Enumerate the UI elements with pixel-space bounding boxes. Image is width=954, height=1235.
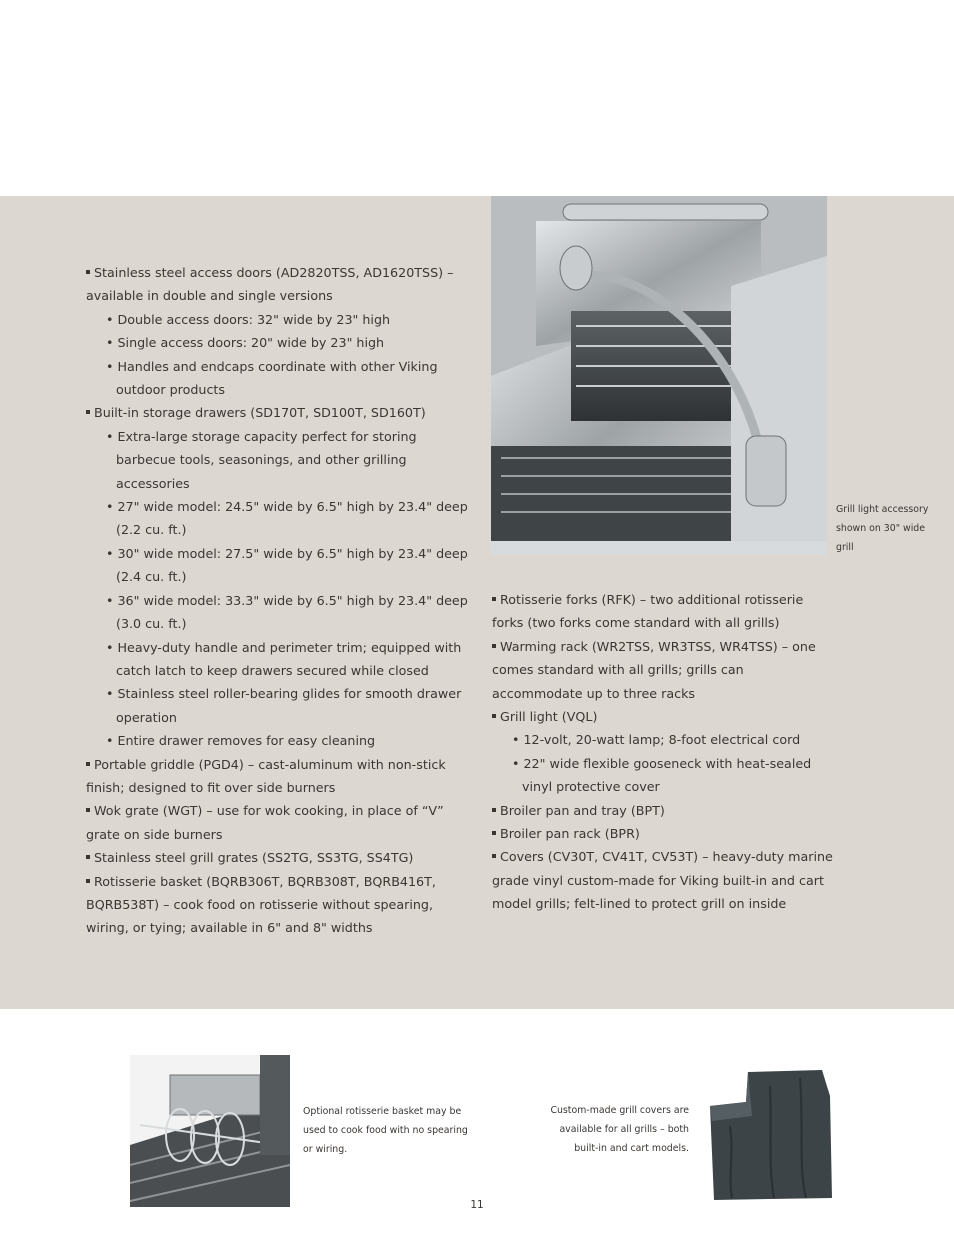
bullet-icon: •: [106, 428, 114, 444]
square-bullet-icon: [86, 808, 90, 812]
accessory-item-text: Built-in storage drawers (SD170T, SD100T, SD160T): [94, 405, 426, 421]
accessory-sub-item: [86, 636, 476, 683]
accessory-item: [492, 588, 837, 635]
bullet-icon: •: [512, 732, 520, 748]
accessory-sub-item: [492, 752, 837, 799]
bullet-icon: •: [106, 639, 114, 655]
bullet-icon: •: [106, 499, 114, 515]
grill-light-photo: [491, 196, 827, 555]
square-bullet-icon: [492, 644, 496, 648]
accessory-sub-item-text: 30" wide model: 27.5" wide by 6.5" high by 23.4" deep (2.4 cu. ft.): [116, 545, 468, 585]
accessory-item-text: Stainless steel access doors (AD2820TSS, AD1620TSS) – available in double and single versions: [86, 265, 454, 304]
accessory-sub-item: [86, 355, 476, 402]
accessory-item: [86, 753, 476, 800]
square-bullet-icon: [86, 410, 90, 414]
accessory-item: [492, 635, 837, 705]
grill-cover-photo: [700, 1066, 840, 1206]
square-bullet-icon: [86, 270, 90, 274]
accessory-sub-item-text: 22" wide flexible gooseneck with heat-sealed vinyl protective cover: [522, 755, 812, 795]
accessory-item-text: Covers (CV30T, CV41T, CV53T) – heavy-duty marine grade vinyl custom-made for Viking built-in and cart model grills; felt-lined to protect grill on inside: [492, 849, 833, 912]
accessory-item-text: Broiler pan rack (BPR): [500, 826, 640, 842]
accessory-item: [492, 845, 837, 915]
square-bullet-icon: [492, 831, 496, 835]
accessory-item: [86, 846, 476, 869]
accessory-sub-item: [492, 728, 837, 751]
accessory-sub-item-text: Entire drawer removes for easy cleaning: [117, 733, 376, 749]
square-bullet-icon: [86, 879, 90, 883]
square-bullet-icon: [492, 808, 496, 812]
accessory-item: [492, 799, 837, 822]
accessory-item-text: Portable griddle (PGD4) – cast-aluminum with non-stick finish; designed to fit over side burners: [86, 756, 446, 795]
square-bullet-icon: [492, 854, 496, 858]
cover-caption: Custom-made grill covers are available for all grills – both built-in and cart models.: [550, 1105, 689, 1154]
bullet-icon: •: [106, 733, 114, 749]
accessory-sub-item-text: 27" wide model: 24.5" wide by 6.5" high by 23.4" deep (2.2 cu. ft.): [116, 499, 468, 538]
square-bullet-icon: [492, 714, 496, 718]
grill-light-caption: Grill light accessory shown on 30" wide grill: [836, 504, 929, 553]
bullet-icon: •: [106, 686, 114, 702]
accessory-item-text: Warming rack (WR2TSS, WR3TSS, WR4TSS) – one comes standard with all grills; grills can accommodate up to three racks: [492, 638, 816, 701]
bullet-icon: •: [106, 311, 114, 327]
accessory-sub-item: [86, 331, 476, 354]
accessory-sub-item: [86, 682, 476, 729]
accessory-item-text: Rotisserie forks (RFK) – two additional rotisserie forks (two forks come standard with all grills): [492, 592, 804, 631]
square-bullet-icon: [86, 762, 90, 766]
accessory-sub-item: [86, 589, 476, 636]
accessory-item: [86, 870, 476, 940]
accessory-sub-item-text: Extra-large storage capacity perfect for storing barbecue tools, seasonings, and other grilling accessories: [116, 428, 417, 491]
accessory-item-text: Rotisserie basket (BQRB306T, BQRB308T, BQRB416T, BQRB538T) – cook food on rotisserie without spearing, wiring, or tying; available in 6" and 8" widths: [86, 873, 436, 936]
accessory-sub-item-text: Handles and endcaps coordinate with other Viking outdoor products: [116, 358, 438, 398]
accessory-item: [86, 401, 476, 424]
bullet-icon: •: [512, 755, 520, 771]
accessory-item: [86, 261, 476, 308]
square-bullet-icon: [86, 855, 90, 859]
bullet-icon: •: [106, 545, 114, 561]
accessory-sub-item: [86, 308, 476, 331]
accessory-item: [492, 705, 837, 728]
bullet-icon: •: [106, 335, 114, 351]
accessory-sub-item: [86, 425, 476, 495]
accessory-sub-item-text: Heavy-duty handle and perimeter trim; equipped with catch latch to keep drawers secured while closed: [116, 639, 462, 678]
bullet-icon: •: [106, 592, 114, 608]
page-number: 11: [470, 1199, 484, 1211]
accessory-sub-item-text: Double access doors: 32" wide by 23" high: [117, 311, 391, 327]
accessory-sub-item-text: Stainless steel roller-bearing glides for smooth drawer operation: [116, 686, 462, 725]
accessory-item-text: Grill light (VQL): [500, 709, 598, 725]
rotisserie-basket-photo: [130, 1055, 290, 1207]
square-bullet-icon: [492, 597, 496, 601]
accessory-sub-item: [86, 495, 476, 542]
accessory-sub-item-text: 36" wide model: 33.3" wide by 6.5" high by 23.4" deep (3.0 cu. ft.): [116, 592, 468, 632]
bullet-icon: •: [106, 358, 114, 374]
accessory-item: [492, 822, 837, 845]
accessory-item-text: Stainless steel grill grates (SS2TG, SS3TG, SS4TG): [94, 850, 414, 866]
accessories-list-left: [86, 261, 476, 940]
accessories-list-right: [492, 588, 837, 916]
accessory-item-text: Wok grate (WGT) – use for wok cooking, in place of “V” grate on side burners: [86, 803, 444, 842]
accessory-item: [86, 799, 476, 846]
basket-caption: Optional rotisserie basket may be used to cook food with no spearing or wiring.: [303, 1106, 468, 1155]
accessory-item-text: Broiler pan and tray (BPT): [500, 802, 665, 818]
accessory-sub-item-text: Single access doors: 20" wide by 23" high: [117, 335, 385, 351]
accessory-sub-item-text: 12-volt, 20-watt lamp; 8-foot electrical cord: [523, 732, 801, 748]
accessory-sub-item: [86, 542, 476, 589]
accessory-sub-item: [86, 729, 476, 752]
